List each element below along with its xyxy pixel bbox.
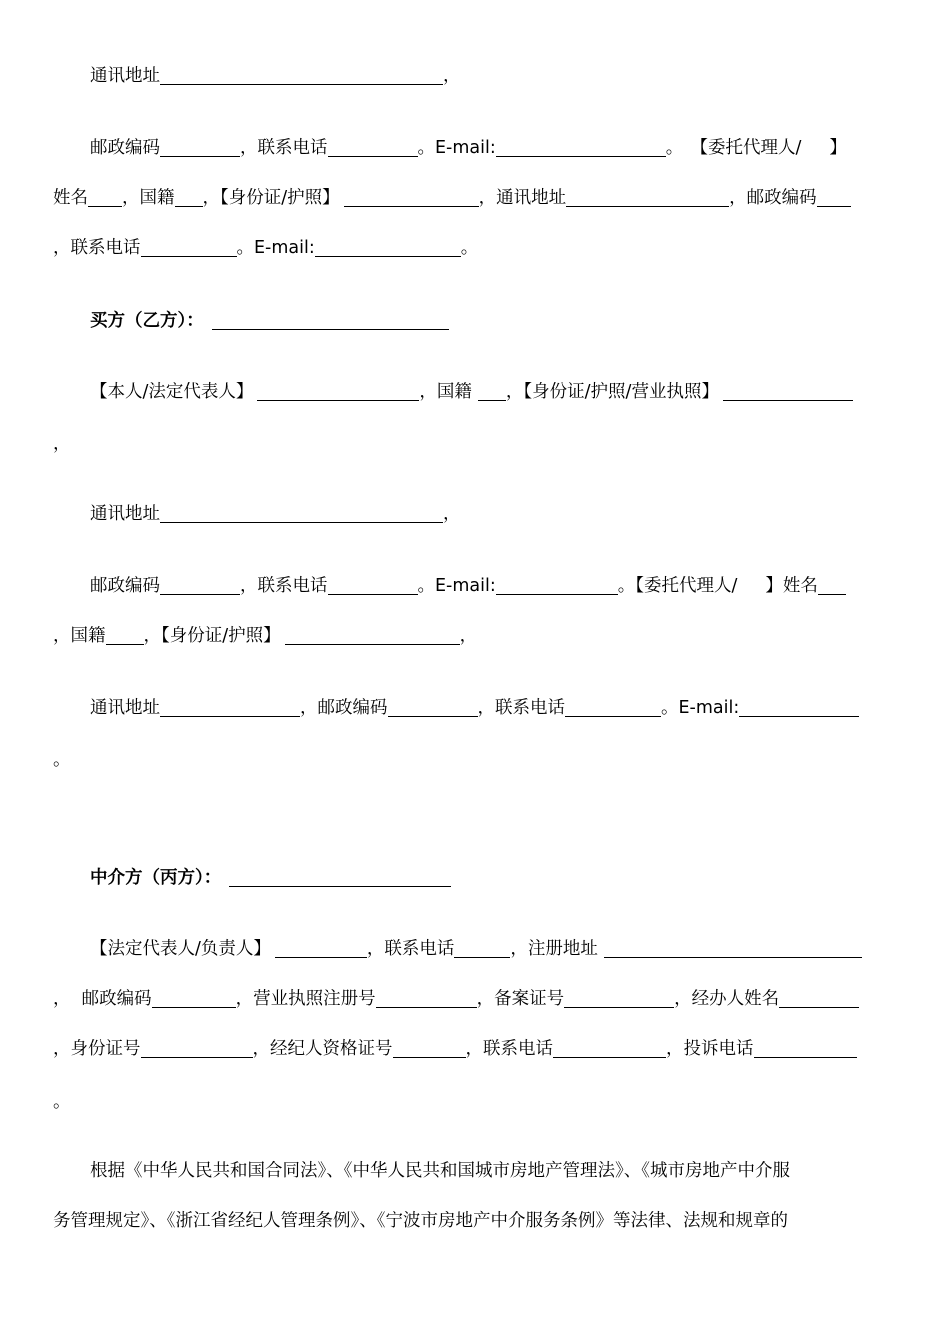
basis-paragraph-line-1: 根据《中华人民共和国合同法》、《中华人民共和国城市房地产管理法》、《城市房地产中介服 (90, 1161, 790, 1181)
agency-heading: 中介方（丙方）： (90, 868, 222, 888)
postal-blank[interactable] (388, 698, 478, 717)
email-label: 。E-mail: (661, 698, 740, 718)
name-blank[interactable] (88, 188, 122, 207)
broker-label: ，经纪人资格证号 (252, 1039, 393, 1059)
phone-blank[interactable] (454, 939, 510, 958)
address-label: 通讯地址 (90, 698, 160, 718)
nationality-blank[interactable] (175, 188, 203, 207)
nationality-label: ，国籍 (419, 382, 472, 402)
buyer-heading-line (90, 309, 449, 333)
address-label: ，通讯地址 (478, 188, 567, 208)
name-label: 姓名 (53, 188, 88, 208)
phone-blank[interactable] (553, 1039, 666, 1058)
complaint-label: ，投诉电话 (666, 1039, 754, 1059)
phone-label: ，联系电话 (465, 1039, 553, 1059)
postal-blank[interactable] (160, 138, 240, 157)
handler-label: ，经办人姓名 (674, 989, 780, 1009)
seller-agent-line (53, 186, 851, 210)
agency-rep-line (90, 937, 862, 961)
basis-paragraph-line-2: 务管理规定》、《浙江省经纪人管理条例》、《宁波市房地产中介服务条例》等法律、法规和规章的 (53, 1211, 788, 1231)
seller-address-line: 通讯地址 ， (90, 66, 461, 86)
address-blank[interactable] (160, 66, 443, 85)
phone-label: ，联系电话 (366, 939, 455, 959)
reg-address-blank[interactable] (604, 939, 862, 958)
license-label: ，营业执照注册号 (235, 989, 376, 1009)
email-blank[interactable] (496, 576, 618, 595)
agency-license-line (53, 987, 859, 1011)
license-blank[interactable] (376, 989, 477, 1008)
broker-blank[interactable] (393, 1039, 466, 1058)
address-label: 通讯地址 (90, 504, 160, 524)
buyer-rep-comma: ， (53, 434, 71, 454)
nationality-label: ，国籍 (122, 188, 175, 208)
phone-blank[interactable] (328, 138, 418, 157)
agent-label: 。【委托代理人/ (617, 576, 738, 596)
buyer-rep-line (90, 380, 853, 404)
idno-blank[interactable] (141, 1039, 253, 1058)
postal-label: 邮政编码 (90, 576, 160, 596)
idno-label: ，身份证号 (53, 1039, 141, 1059)
postal-label: ，邮政编码 (729, 188, 817, 208)
handler-blank[interactable] (779, 989, 859, 1008)
buyer-heading: 买方（乙方）： (90, 311, 204, 331)
postal-label: ， 邮政编码 (53, 989, 152, 1009)
address-blank[interactable] (566, 188, 729, 207)
nationality-blank[interactable] (478, 382, 506, 401)
agency-period: 。 (53, 1092, 71, 1112)
rep-label: 【本人/法定代表人】 (90, 382, 254, 402)
seller-postal-line: 邮政编码 ，联系电话 。E-mail: 。 【委托代理人/ 】 (90, 138, 847, 158)
phone-label: ，联系电话 (240, 138, 328, 158)
phone-blank[interactable] (328, 576, 418, 595)
address-blank[interactable] (160, 504, 443, 523)
reg-address-label: ，注册地址 (510, 939, 598, 959)
seller-phone-line: ，联系电话 。E-mail: 。 (53, 238, 479, 258)
phone-label: ，联系电话 (240, 576, 328, 596)
postal-label: ，邮政编码 (300, 698, 388, 718)
id-blank[interactable] (344, 188, 479, 207)
buyer-contact-period: 。 (53, 750, 71, 770)
buyer-contact-line (90, 696, 859, 720)
phone-label: ，联系电话 (53, 238, 141, 258)
email-blank[interactable] (496, 138, 666, 157)
buyer-name-blank[interactable] (212, 311, 449, 330)
postal-blank[interactable] (152, 989, 236, 1008)
email-blank[interactable] (739, 698, 859, 717)
phone-blank[interactable] (565, 698, 661, 717)
record-label: ，备案证号 (476, 989, 565, 1009)
postal-label: 邮政编码 (90, 138, 160, 158)
agency-id-line (53, 1037, 857, 1061)
buyer-address-line: 通讯地址 ， (90, 504, 461, 524)
agent-label: 【委托代理人/ (699, 138, 802, 158)
email-label: 。E-mail: (417, 576, 496, 596)
phone-blank[interactable] (141, 238, 237, 257)
agency-heading-line (90, 866, 451, 890)
phone-label: ，联系电话 (477, 698, 565, 718)
rep-label: 【法定代表人/负责人】 (90, 939, 271, 959)
id-blank[interactable] (723, 382, 853, 401)
address-label: 通讯地址 (90, 66, 160, 86)
email-blank[interactable] (315, 238, 461, 257)
complaint-blank[interactable] (754, 1039, 857, 1058)
postal-blank[interactable] (817, 188, 851, 207)
id-blank[interactable] (285, 626, 460, 645)
email-label: 。E-mail: (417, 138, 496, 158)
rep-blank[interactable] (275, 939, 367, 958)
id-label: ，【身份证/护照/营业执照】 (505, 382, 719, 402)
nationality-label: ，国籍 (53, 626, 106, 646)
buyer-postal-line: 邮政编码 ，联系电话 。E-mail: 。【委托代理人/ 】姓名 (90, 574, 846, 598)
postal-blank[interactable] (160, 576, 240, 595)
buyer-agent-line: ，国籍 ，【身份证/护照】 ， (53, 626, 478, 646)
nationality-blank[interactable] (106, 626, 144, 645)
rep-blank[interactable] (257, 382, 419, 401)
email-label: 。E-mail: (236, 238, 315, 258)
id-label: ，【身份证/护照】 (143, 626, 281, 646)
record-blank[interactable] (564, 989, 674, 1008)
address-blank[interactable] (160, 698, 300, 717)
agency-name-blank[interactable] (229, 868, 451, 887)
agent-name-blank[interactable] (818, 576, 846, 595)
id-label: ，【身份证/护照】 (202, 188, 340, 208)
